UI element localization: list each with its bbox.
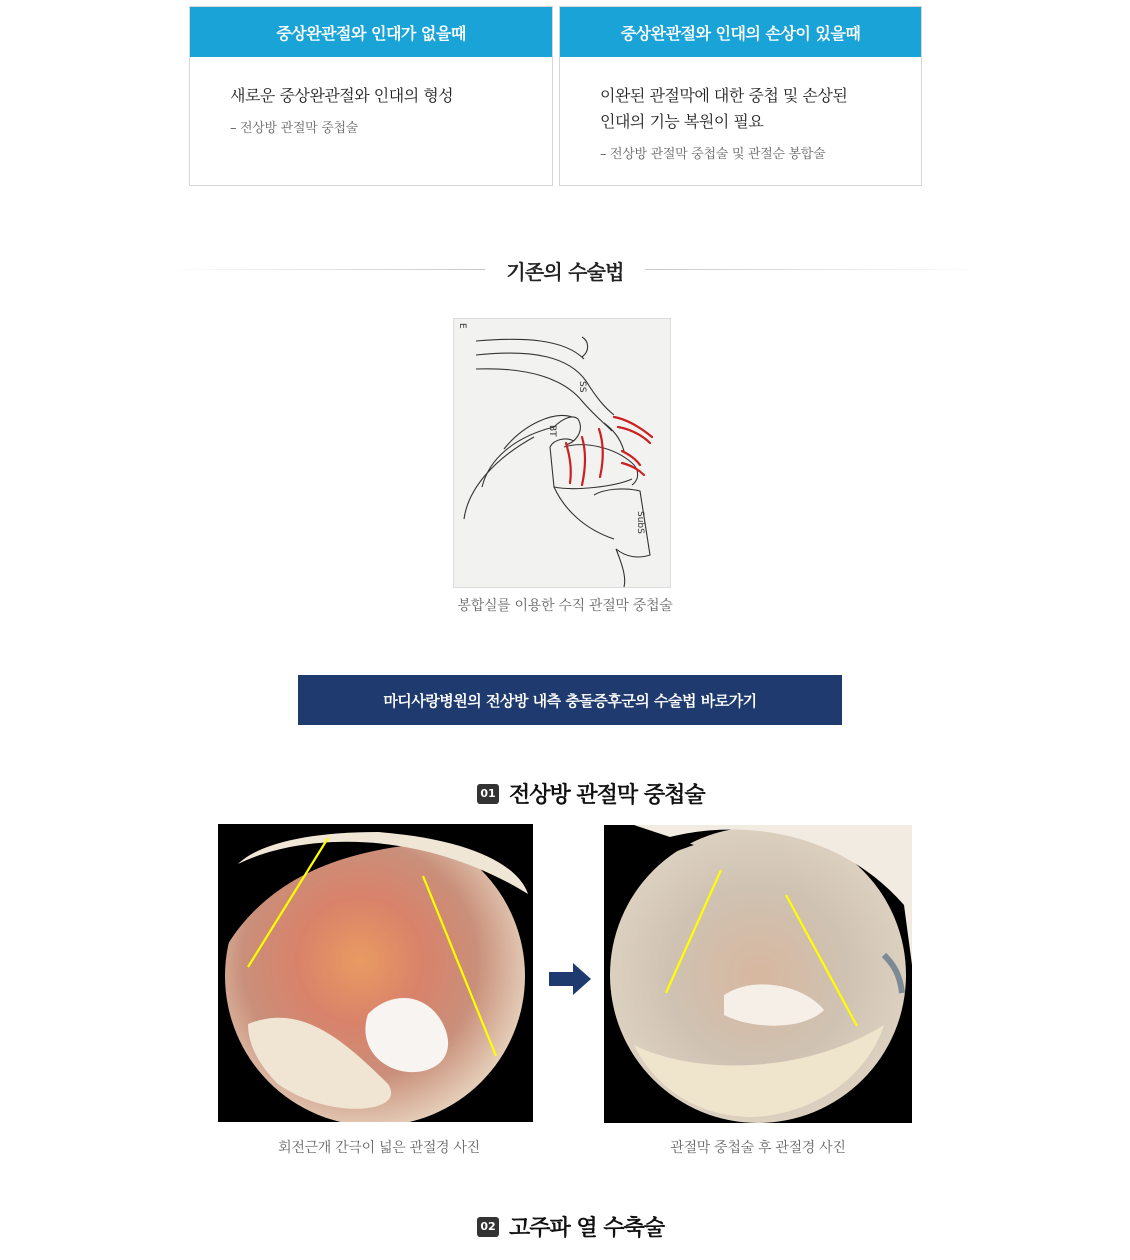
step-title-text: 고주파 열 수축술 [509, 1216, 665, 1241]
arthroscope-photo-after [604, 825, 912, 1123]
card-main-text-line2: 인대의 기능 복원이 필요 [600, 112, 764, 131]
photo-caption-after: 관절막 중첩술 후 관절경 사진 [670, 1140, 846, 1156]
card-sub-text: – 전상방 관절막 중첩술 [230, 121, 359, 136]
card-main-text: 새로운 중상완관절와 인대의 형성 [230, 86, 454, 105]
card-main-text-line1: 이완된 관절막에 대한 중첩 및 손상된 [600, 86, 848, 105]
diagram-label-bt: BT [547, 425, 557, 437]
shoulder-diagram [453, 318, 671, 588]
diagram-label-ss: SS [577, 381, 587, 393]
section-title-existing: 기존의 수술법 [506, 260, 624, 284]
arrow-right-icon [549, 963, 591, 999]
step-01-title [477, 778, 705, 809]
hospital-procedure-link-button[interactable]: 마디사랑병원의 전상방 내측 충돌증후군의 수술법 바로가기 [298, 675, 842, 725]
figure-caption: 봉합실를 이용한 수직 관절막 중첩술 [457, 598, 673, 614]
card-sub-text: – 전상방 관절막 중첩술 및 관절순 봉합술 [600, 147, 826, 162]
diagram-label-subs: SubS [635, 511, 645, 534]
shoulder-diagram-svg [454, 319, 670, 587]
step-number-badge: 02 [477, 1217, 499, 1237]
card-no-ligament [189, 6, 553, 186]
diagram-label-e: E [457, 323, 467, 329]
arthroscope-photo-before [218, 824, 533, 1122]
step-number-badge: 01 [477, 784, 499, 804]
card-damaged-ligament [559, 6, 922, 186]
step-title-text: 전상방 관절막 중첩술 [509, 783, 705, 808]
card-header: 중상완관절와 인대가 없을때 [190, 7, 552, 57]
card-header: 중상완관절와 인대의 손상이 있을때 [560, 7, 921, 57]
photo-caption-before: 회전근개 간극이 넓은 관절경 사진 [278, 1140, 480, 1156]
step-02-title [477, 1211, 664, 1242]
